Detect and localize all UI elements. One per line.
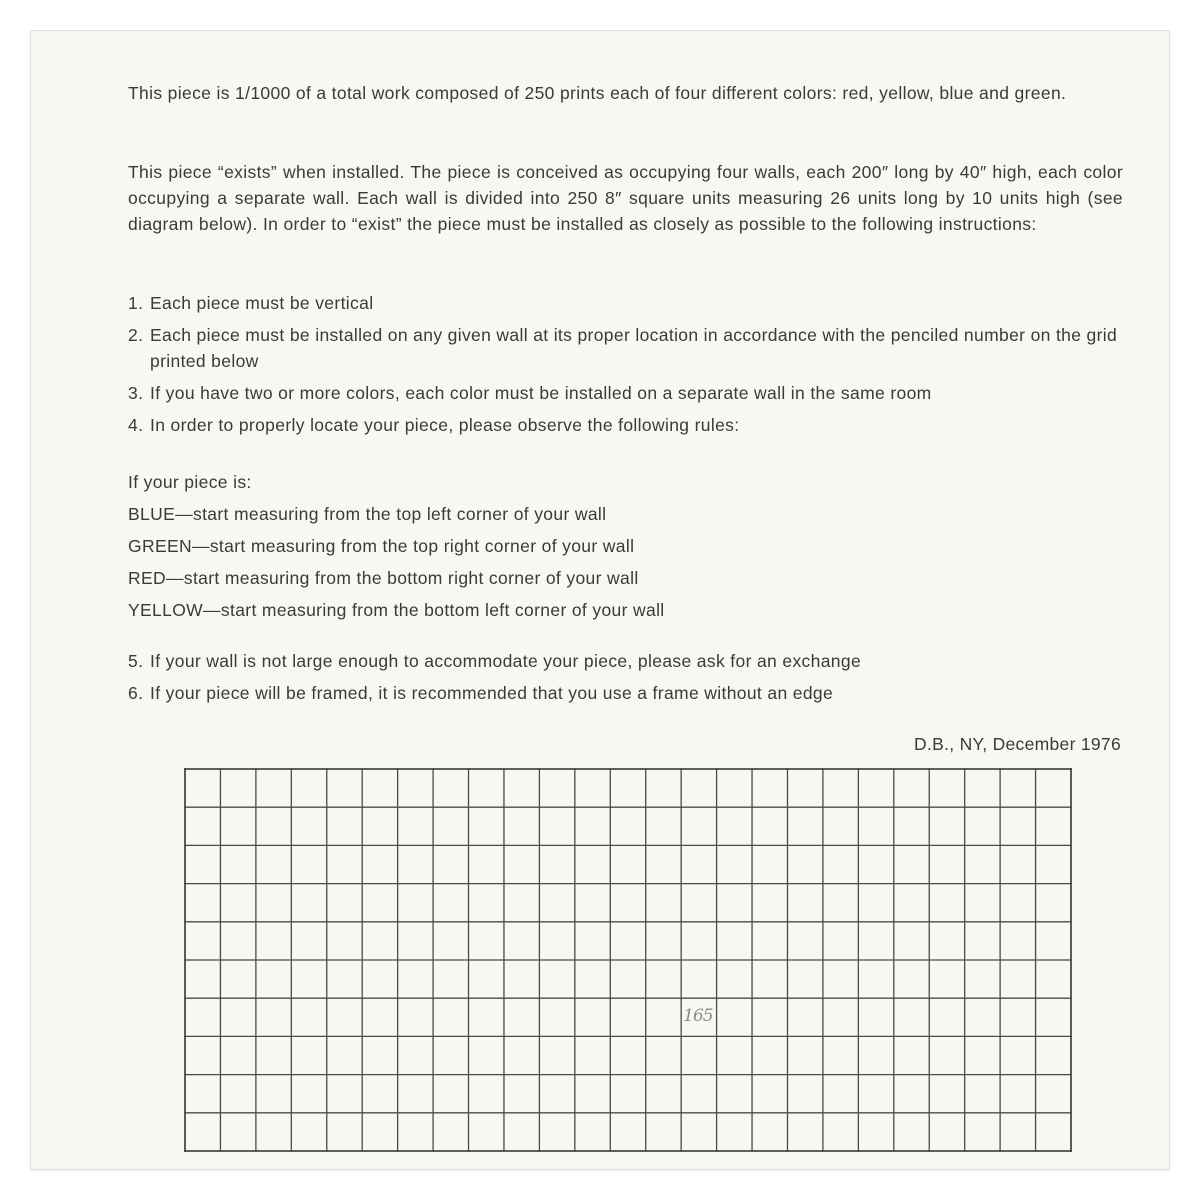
instruction-item xyxy=(128,648,1123,674)
wall-grid xyxy=(184,768,1072,1152)
color-rules xyxy=(128,469,1123,629)
instructions-list-continued xyxy=(128,648,1123,712)
instruction-text: If your piece will be framed, it is recommended that you use a frame without an edge xyxy=(150,683,834,703)
color-rule-red: RED—start measuring from the bottom right corner of your wall xyxy=(128,568,639,588)
instruction-item xyxy=(128,680,1123,706)
wall-grid-lines xyxy=(184,768,1072,1152)
instruction-text: If your wall is not large enough to accommodate your piece, please ask for an exchange xyxy=(150,651,862,671)
instruction-text: In order to properly locate your piece, please observe the following rules: xyxy=(150,415,740,435)
instruction-number: 2. xyxy=(128,325,144,345)
instruction-text: Each piece must be installed on any given wall at its proper location in accordance with the penciled number on the grid printed below xyxy=(150,325,1118,371)
signature-line: D.B., NY, December 1976 xyxy=(914,734,1121,754)
color-rule-green: GREEN—start measuring from the top right corner of your wall xyxy=(128,536,635,556)
intro-paragraph: This piece is 1/1000 of a total work composed of 250 prints each of four different colors: red, yellow, blue and green. xyxy=(128,83,1067,103)
instruction-number: 1. xyxy=(128,293,144,313)
instruction-text: If you have two or more colors, each color must be installed on a separate wall in the same room xyxy=(150,383,932,403)
instruction-number: 3. xyxy=(128,383,144,403)
color-rule-blue: BLUE—start measuring from the top left corner of your wall xyxy=(128,504,607,524)
instruction-item xyxy=(128,322,1123,374)
print-sheet xyxy=(30,30,1170,1170)
instruction-number: 6. xyxy=(128,683,144,703)
color-rule-yellow: YELLOW—start measuring from the bottom left corner of your wall xyxy=(128,600,665,620)
instruction-number: 4. xyxy=(128,415,144,435)
instruction-number: 5. xyxy=(128,651,144,671)
instruction-item xyxy=(128,290,1123,316)
instruction-item xyxy=(128,380,1123,406)
instruction-item xyxy=(128,412,1123,438)
color-rules-heading: If your piece is: xyxy=(128,472,252,492)
penciled-number: 165 xyxy=(683,1006,713,1027)
instruction-text: Each piece must be vertical xyxy=(150,293,374,313)
exists-paragraph: This piece “exists” when installed. The piece is conceived as occupying four walls, each 200″ long by 40″ high, each color occupying a separate wall. Each wall is divided into 250 8″ square units measuring 26 units long by 10 units high (see diagram below). In order to “exist” the piece must be installed as closely as possible to the following instructions: xyxy=(128,162,1123,234)
instructions-list xyxy=(128,290,1123,444)
